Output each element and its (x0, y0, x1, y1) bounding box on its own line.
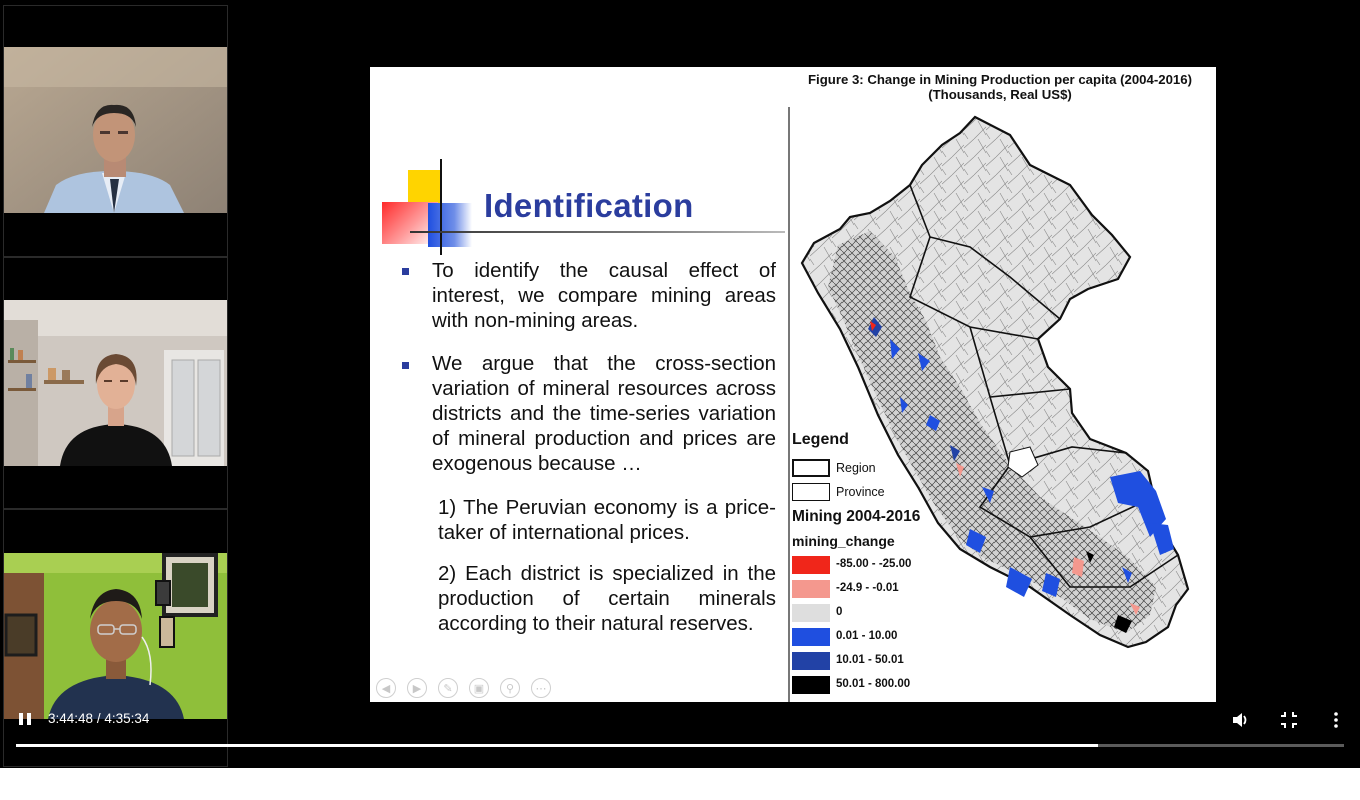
time-display (48, 711, 149, 726)
decor-yellow-square (408, 170, 442, 204)
more-options-icon[interactable] (1326, 710, 1346, 730)
duration: 4:35:34 (104, 711, 150, 726)
legend-swatch (792, 628, 830, 646)
participant-video-3[interactable] (4, 553, 227, 719)
legend-swatch (792, 604, 830, 622)
decor-vertical-line (440, 159, 442, 255)
title-underline (410, 231, 785, 233)
slide-title: Identification (484, 187, 694, 224)
previous-icon[interactable]: ◀ (376, 678, 396, 698)
legend-title: Legend (792, 431, 849, 448)
pause-icon[interactable] (16, 710, 34, 728)
progress-bar[interactable] (16, 744, 1344, 747)
pen-icon[interactable]: ✎ (438, 678, 458, 698)
current-time: 3:44:48 (48, 711, 94, 726)
more-icon[interactable]: ⋯ (531, 678, 551, 698)
decor-blue-square (428, 203, 472, 247)
legend-class-label: -24.9 - -0.01 (836, 582, 899, 594)
legend-class-label: -85.00 - -25.00 (836, 558, 912, 570)
bullet-text: We argue that the cross-section variation of mineral resources across districts and the time-series variation of mineral production and prices are exogenous because … (432, 352, 776, 475)
bullet-marker (402, 268, 409, 275)
progress-fill (16, 744, 1098, 747)
presentation-slide: Identification To identify the causal effect of interest, we compare mining areas with non-mining areas. We argue that the cross-section variation of mineral resources across districts and the time-series variation of mineral production and prices are exogenous because … 1) The Peruvian economy is a price-taker of international prices. 2) Each district is specialized in the production of certain minerals according to their natural reserves. ◀ ▶ ✎ ▣ ⚲ ⋯ Figure 3: Change in Mining Production per capita (2004-2016) (Thousands, Real US$) Legend Region Province Mining 2004-2016 mining_change -85.00 - -25.00 -24.9 - -0.01 0 0.01 - 10.00 10.01 - 50.01 50.01 - 800.00 (370, 67, 1216, 702)
participant-video-1[interactable] (4, 47, 227, 213)
figure-title: Figure 3: Change in Mining Production per capita (2004-2016) (Thousands, Real US$) (808, 72, 1192, 102)
legend-class-label: 10.01 - 50.01 (836, 654, 904, 666)
legend-swatch (792, 676, 830, 694)
exit-fullscreen-icon[interactable] (1279, 710, 1299, 730)
numbered-point: 1) The Peruvian economy is a price-taker of international prices. (438, 496, 776, 544)
legend-swatch (792, 652, 830, 670)
time-separator: / (96, 711, 101, 726)
slide-toolbar (370, 670, 788, 702)
legend-swatch (792, 483, 830, 501)
bullet-text: To identify the causal effect of interest, we compare mining areas with non-mining areas. (432, 259, 776, 332)
next-icon[interactable]: ▶ (407, 678, 427, 698)
legend-section-title: Mining 2004-2016 (792, 508, 921, 525)
player-controls (0, 700, 1360, 768)
legend-variable: mining_change (792, 533, 895, 549)
legend-class-label: 0.01 - 10.00 (836, 630, 898, 642)
participant-video-2[interactable] (4, 300, 227, 466)
legend-swatch (792, 580, 830, 598)
legend-swatch (792, 556, 830, 574)
volume-icon[interactable] (1230, 710, 1250, 730)
legend-class-label: 0 (836, 606, 843, 618)
peru-mining-map (790, 107, 1216, 702)
slides-icon[interactable]: ▣ (469, 678, 489, 698)
legend-swatch (792, 459, 830, 477)
zoom-icon[interactable]: ⚲ (500, 678, 520, 698)
legend-class-label: 50.01 - 800.00 (836, 678, 911, 690)
bullet-marker (402, 362, 409, 369)
numbered-point: 2) Each district is specialized in the production of certain minerals according to their natural reserves. (438, 562, 776, 635)
